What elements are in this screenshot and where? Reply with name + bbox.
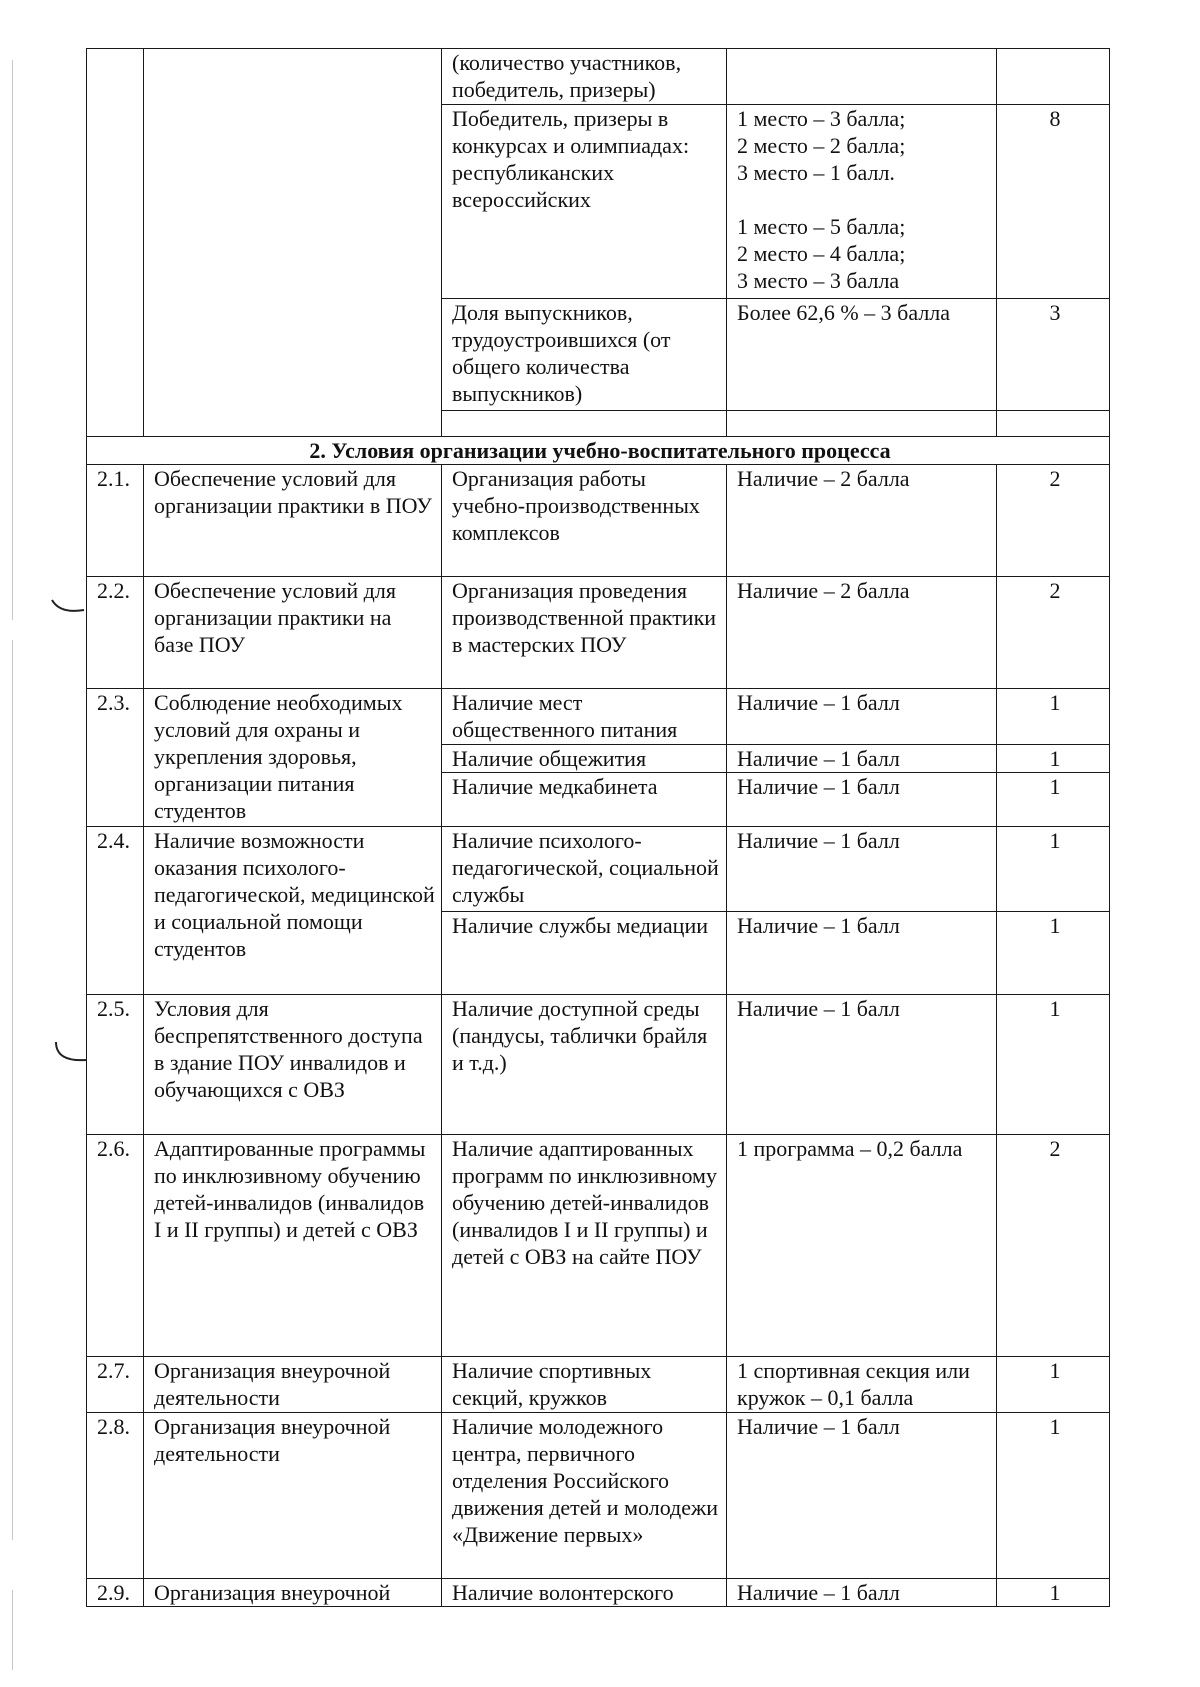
criterion-cell: Соблюдение необходимых условий для охраны и укрепления здоровья, организации питания студентов xyxy=(144,689,442,827)
num-cell xyxy=(87,49,144,437)
max-score-cell: 2 xyxy=(997,465,1110,577)
table-row xyxy=(87,1135,1110,1357)
indicator-cell: Организация проведения производственной практики в мастерских ПОУ xyxy=(442,577,727,689)
table-row xyxy=(87,1413,1110,1579)
indicator-cell: Наличие адаптированных программ по инклюзивному обучению детей-инвалидов (инвалидов I и II группы) и детей с ОВЗ на сайте ПОУ xyxy=(442,1135,727,1357)
max-score-cell: 1 xyxy=(997,995,1110,1135)
criterion-cell: Обеспечение условий для организации практики на базе ПОУ xyxy=(144,577,442,689)
max-score-cell: 1 xyxy=(997,1579,1110,1607)
num-cell: 2.1. xyxy=(87,465,144,577)
score-cell: Наличие – 1 балл xyxy=(727,1413,997,1579)
max-score-cell: 8 xyxy=(997,105,1110,299)
criterion-cell: Адаптированные программы по инклюзивному обучению детей-инвалидов (инвалидов I и II группы) и детей с ОВЗ xyxy=(144,1135,442,1357)
max-score-cell: 1 xyxy=(997,1413,1110,1579)
score-line: 1 место – 5 балла; xyxy=(737,214,906,239)
max-score-cell: 1 xyxy=(997,912,1110,995)
score-line: 1 место – 3 балла; xyxy=(737,106,906,131)
score-cell: Наличие – 1 балл xyxy=(727,689,997,745)
indicator-cell: Наличие психолого-педагогической, социальной службы xyxy=(442,827,727,912)
criterion-cell: Организация внеурочной деятельности xyxy=(144,1413,442,1579)
criterion-cell: Наличие возможности оказания психолого-педагогической, медицинской и социальной помощи студентов xyxy=(144,827,442,995)
indicator-cell: Наличие спортивных секций, кружков xyxy=(442,1357,727,1413)
max-score-cell xyxy=(997,49,1110,105)
max-score-cell: 3 xyxy=(997,299,1110,411)
scan-margin-line xyxy=(12,640,13,1540)
criterion-cell: Обеспечение условий для организации практики в ПОУ xyxy=(144,465,442,577)
scan-margin-line xyxy=(12,1590,13,1670)
table-row xyxy=(87,995,1110,1135)
section-title: 2. Условия организации учебно-воспитательного процесса xyxy=(87,437,1110,465)
score-line: 3 место – 3 балла xyxy=(737,268,900,293)
score-cell: Наличие – 1 балл xyxy=(727,1579,997,1607)
indicator-cell: Наличие службы медиации xyxy=(442,912,727,995)
table-row xyxy=(87,1579,1110,1607)
num-cell: 2.3. xyxy=(87,689,144,827)
num-cell: 2.7. xyxy=(87,1357,144,1413)
scan-bracket-mark xyxy=(50,596,90,620)
max-score-cell: 2 xyxy=(997,1135,1110,1357)
criterion-cell: Организация внеурочной деятельности xyxy=(144,1357,442,1413)
indicator-cell: Наличие доступной среды (пандусы, таблички брайля и т.д.) xyxy=(442,995,727,1135)
criterion-cell xyxy=(144,49,442,437)
table-row xyxy=(87,689,1110,745)
max-score-cell: 1 xyxy=(997,689,1110,745)
table-row xyxy=(87,465,1110,577)
score-cell: Наличие – 2 балла xyxy=(727,465,997,577)
score-cell: Наличие – 2 балла xyxy=(727,577,997,689)
criterion-cell: Организация внеурочной xyxy=(144,1579,442,1607)
max-score-cell: 1 xyxy=(997,773,1110,827)
criterion-cell: Условия для беспрепятственного доступа в здание ПОУ инвалидов и обучающихся с ОВЗ xyxy=(144,995,442,1135)
indicator-cell: Наличие мест общественного питания xyxy=(442,689,727,745)
max-score-cell: 1 xyxy=(997,745,1110,773)
num-cell: 2.6. xyxy=(87,1135,144,1357)
score-cell: Наличие – 1 балл xyxy=(727,773,997,827)
score-gap xyxy=(737,186,990,213)
score-line: 3 место – 1 балл. xyxy=(737,160,895,185)
num-cell: 2.5. xyxy=(87,995,144,1135)
max-score-cell xyxy=(997,411,1110,437)
max-score-cell: 1 xyxy=(997,1357,1110,1413)
score-cell xyxy=(727,49,997,105)
indicator-cell: Победитель, призеры в конкурсах и олимпиадах: республиканских всероссийских xyxy=(442,105,727,299)
indicator-cell: Организация работы учебно-производственных комплексов xyxy=(442,465,727,577)
num-cell: 2.4. xyxy=(87,827,144,995)
score-line: 2 место – 2 балла; xyxy=(737,133,906,158)
num-cell: 2.2. xyxy=(87,577,144,689)
score-cell: Наличие – 1 балл xyxy=(727,912,997,995)
score-cell: Наличие – 1 балл xyxy=(727,827,997,912)
num-cell: 2.9. xyxy=(87,1579,144,1607)
indicator-cell: (количество участников, победитель, призеры) xyxy=(442,49,727,105)
score-cell xyxy=(727,411,997,437)
max-score-cell: 1 xyxy=(997,827,1110,912)
num-cell: 2.8. xyxy=(87,1413,144,1579)
criteria-table xyxy=(86,48,1110,1607)
indicator-cell: Наличие общежития xyxy=(442,745,727,773)
score-cell xyxy=(727,105,997,299)
table-row xyxy=(87,577,1110,689)
score-line: 2 место – 4 балла; xyxy=(737,241,906,266)
indicator-cell: Доля выпускников, трудоустроившихся (от общего количества выпускников) xyxy=(442,299,727,411)
score-cell: Наличие – 1 балл xyxy=(727,995,997,1135)
scan-margin-line xyxy=(12,60,13,620)
section-header-row xyxy=(87,437,1110,465)
score-cell: 1 спортивная секция или кружок – 0,1 балла xyxy=(727,1357,997,1413)
score-cell: 1 программа – 0,2 балла xyxy=(727,1135,997,1357)
score-cell: Более 62,6 % – 3 балла xyxy=(727,299,997,411)
table-row xyxy=(87,1357,1110,1413)
indicator-cell: Наличие медкабинета xyxy=(442,773,727,827)
indicator-cell xyxy=(442,411,727,437)
table-row xyxy=(87,49,1110,105)
score-cell: Наличие – 1 балл xyxy=(727,745,997,773)
indicator-cell: Наличие волонтерского xyxy=(442,1579,727,1607)
indicator-cell: Наличие молодежного центра, первичного отделения Российского движения детей и молодежи «Движение первых» xyxy=(442,1413,727,1579)
max-score-cell: 2 xyxy=(997,577,1110,689)
table-row xyxy=(87,827,1110,912)
